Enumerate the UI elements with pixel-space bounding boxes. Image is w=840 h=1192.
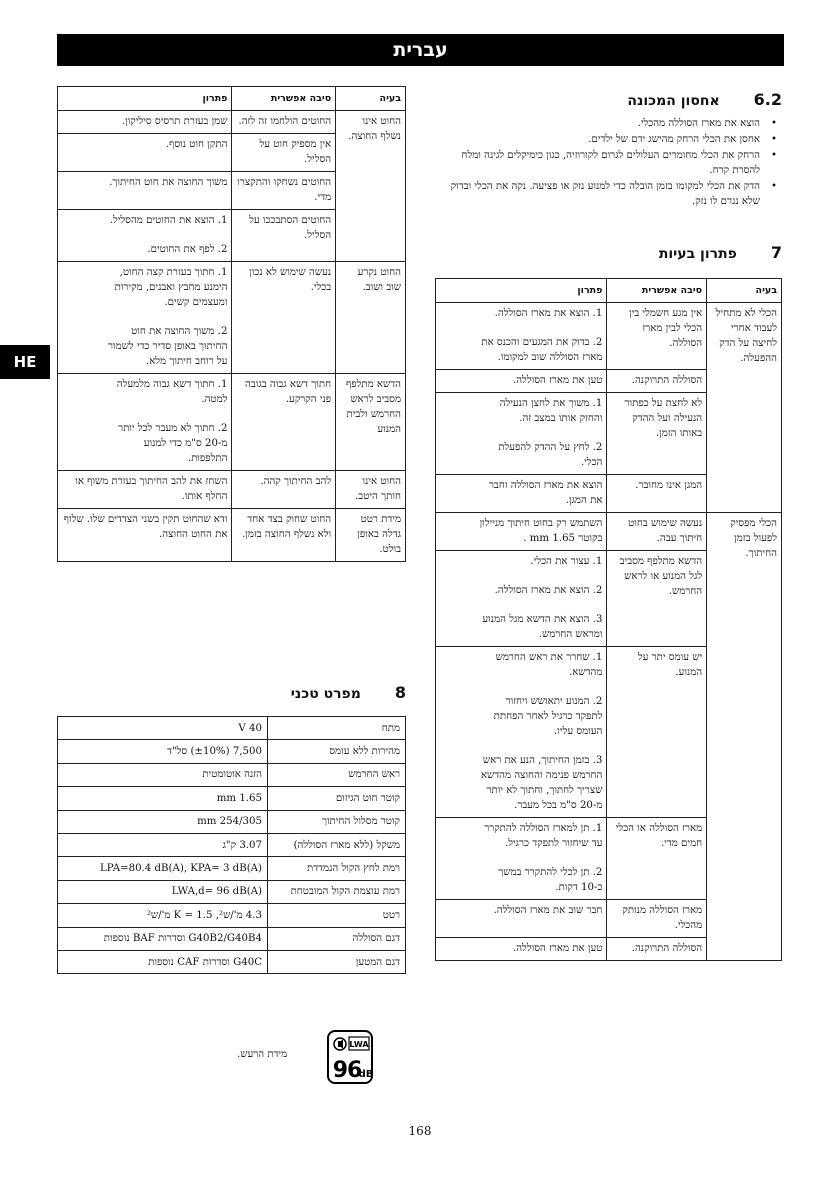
- cell-line: התלפפות.: [187, 453, 228, 464]
- column-header: בעיה: [336, 87, 406, 111]
- solution-cell: [58, 210, 232, 262]
- noise-unit-text: dB: [358, 1069, 373, 1080]
- cause-cell: מארז הסוללה או הכלי חמים מדי.: [607, 818, 707, 900]
- cell-line: 2. משוך החוצה את חוט: [131, 326, 228, 337]
- storage-bullet: • הרחק את הכלי מחומרים העלולים לגרום לקורוזיה, כגון כימיקלים לגינה ומלח להסרת קרח.: [435, 148, 782, 178]
- cell-line: השתמש רק בחוט חיתוך מניילון: [479, 518, 603, 529]
- noise-label-text: LWA: [349, 1040, 369, 1049]
- cause-cell: אין מספיק חוט על הסליל.: [232, 134, 336, 172]
- cell-line: חבר שוב את מארז הסוללה.: [493, 905, 603, 916]
- cause-cell: המגן אינו מחובר.: [607, 475, 707, 513]
- cell-line: 2. בדוק את המגעים והכנס את: [481, 337, 603, 348]
- spec-row: [58, 950, 406, 973]
- troubleshoot-continued-table: [57, 86, 406, 562]
- cell-line: שצריך לחתוך, וחתוך לא יותר: [486, 785, 603, 796]
- storage-bullet: • אחסן את הכלי הרחק מהישג ידם של ילדים.: [435, 132, 782, 147]
- cause-cell: חתוך דשא גבוה בגובה פני הקרקע.: [232, 374, 336, 471]
- solution-cell: השחז את להב החיתוך בעזרת משוף או החלף אותו.: [58, 471, 232, 509]
- table-row: [58, 374, 406, 471]
- solution-cell: משוך החוצה את חוט החיתוך.: [58, 172, 232, 210]
- spec-label: מהירות ללא עומס: [268, 740, 406, 763]
- line-gap: [440, 598, 602, 612]
- spec-label: דגם הסוללה: [268, 927, 406, 950]
- column-header: בעיה: [707, 279, 782, 303]
- solution-cell: [436, 475, 607, 513]
- cell-line: החיתוך באופן סדיר כדי לשמור: [107, 341, 228, 352]
- solution-cell: [436, 303, 607, 370]
- column-header: סיבה אפשרית: [232, 87, 336, 111]
- cell-line: הוצא את מארז הסוללה וחבר: [489, 480, 603, 491]
- page-number: 168: [408, 1124, 432, 1138]
- storage-heading: [627, 90, 782, 109]
- cell-line: כ-10 דקות.: [555, 882, 603, 893]
- cell-line: החרמש פנימה והחוצה מהדשא: [480, 770, 603, 781]
- cause-cell: החוט שחוק בצד אחד ולא נשלף החוצה בזמן.: [232, 509, 336, 562]
- spec-value: G40C וסדרות CAF נוספות: [58, 950, 268, 973]
- line-gap: [440, 321, 602, 335]
- cell-line: מארז הסוללה שוב למקומו.: [497, 352, 603, 363]
- cause-cell: לא לחצת על כפתור הנעילה ועל ההדק באותו הזמן.: [607, 393, 707, 475]
- section-title: אחסון המכונה: [627, 93, 720, 109]
- cause-cell: להב החיתוך קהה.: [232, 471, 336, 509]
- cell-line: 2. המנוע יתאושש ויחזור: [505, 696, 603, 707]
- cell-line: 2. הוצא את מארז הסוללה.: [494, 585, 603, 596]
- cell-line: העומס עליו.: [554, 726, 603, 737]
- line-gap: [62, 228, 227, 242]
- spec-value: 3.07 ק"ג: [58, 833, 268, 856]
- line-gap: [440, 851, 602, 865]
- cell-line: לתפקד כרגיל לאחר הפחתת: [493, 711, 603, 722]
- sound-power-label-icon: [327, 1030, 373, 1084]
- cause-cell: החוטים נשחקו והתקצרו מדי.: [232, 172, 336, 210]
- spec-label: משקל (ללא מארז הסוללה): [268, 833, 406, 856]
- spec-row: [58, 880, 406, 903]
- spec-value: 1.65 mm: [58, 787, 268, 810]
- solution-cell: [436, 900, 607, 938]
- cause-cell: הסוללה התרוקנה.: [607, 370, 707, 393]
- cell-line: מ-20 ס"מ בכל מעבר.: [514, 800, 603, 811]
- section-title: פתרון בעיות: [658, 246, 737, 262]
- cell-line: ומעצמים קשים.: [164, 297, 228, 308]
- line-gap: [62, 407, 227, 421]
- table-row: [58, 471, 406, 509]
- solution-cell: [436, 370, 607, 393]
- storage-bullet-list: [435, 116, 782, 210]
- spec-row: [58, 740, 406, 763]
- spec-value: G40B2/G40B4 וסדרות BAF נוספות: [58, 927, 268, 950]
- solution-cell: [436, 513, 607, 551]
- cell-line: 2. לפף את החוטים.: [147, 244, 228, 255]
- cell-line: 2. לחץ על ההדק להפעלת: [498, 442, 603, 453]
- cell-line: 1. חתוך דשא גבוה מלמעלה: [116, 379, 228, 390]
- cause-cell: יש עומס יתר על המנוע.: [607, 647, 707, 818]
- cell-line: טען את מארז הסוללה.: [512, 943, 603, 954]
- problem-cell: החוט אינו חותך היטב.: [336, 471, 406, 509]
- line-gap: [440, 739, 602, 753]
- spec-row: [58, 717, 406, 740]
- troubleshooting-table: [435, 278, 782, 961]
- solution-cell: [58, 262, 232, 374]
- section-number: 6.2: [753, 90, 782, 109]
- cause-cell: נעשה שימוש לא נכון בכלי.: [232, 262, 336, 374]
- problem-cell: הכלי מפסיק לפעול בזמן החיתוך.: [707, 513, 782, 961]
- storage-bullet: • הוצא את מארז הסוללה מהכלי.: [435, 116, 782, 131]
- table-row: [58, 262, 406, 374]
- cell-line: 2. תן לכלי להתקרר במשך: [498, 867, 603, 878]
- cell-line: 1. שחרר את ראש החרמש: [495, 652, 603, 663]
- table-row: [58, 509, 406, 562]
- cell-line: את המגן.: [565, 495, 603, 506]
- problem-cell: הכלי לא מתחיל לעבוד אחרי לחיצה על הדק ההפעלה.: [707, 303, 782, 513]
- cell-line: 1. חתוך בעזרת קצה החוט,: [119, 267, 228, 278]
- specs-heading: [291, 683, 406, 702]
- spec-value: LWA,d= 96 dB(A): [58, 880, 268, 903]
- cause-cell: החוטים הסתבככו על הסליל.: [232, 210, 336, 262]
- problem-cell: החוט נקרע שוב ושוב.: [336, 262, 406, 374]
- cell-line: 3. בזמן החיתוך, הנע את ראש: [482, 755, 603, 766]
- cell-line: 1. הוצא את מארז הסוללה.: [494, 308, 603, 319]
- spec-value: LPA=80.4 dB(A), KPA= 3 dB(A): [58, 857, 268, 880]
- spec-value: 7,500 (±10%) סל"ד: [58, 740, 268, 763]
- spec-label: רטט: [268, 904, 406, 927]
- cell-line: למטה.: [201, 394, 228, 405]
- spec-row: [58, 763, 406, 786]
- noise-caption: מידת הרעש.: [237, 1049, 288, 1060]
- storage-bullet: • הדק את הכלי למקומו בזמן הובלה כדי למנוע נזק או פציעה. נקה את הכלי ובדוק שלא נגרם לו נזק.: [435, 179, 782, 209]
- table-row: [58, 111, 406, 134]
- section-title: מפרט טכני: [290, 686, 361, 702]
- solution-cell: [436, 647, 607, 818]
- spec-row: [58, 787, 406, 810]
- noise-value-text: 96: [332, 1058, 362, 1083]
- spec-row: [58, 904, 406, 927]
- solution-cell: [436, 393, 607, 475]
- spec-label: ראש החרמש: [268, 763, 406, 786]
- solution-cell: [58, 374, 232, 471]
- specs-table: [57, 716, 406, 974]
- solution-cell: [436, 938, 607, 961]
- column-header: פתרון: [58, 87, 232, 111]
- cell-line: 1. משוך את לחצן הנעילה: [499, 398, 603, 409]
- cause-cell: החוטים הולחמו זה לזה.: [232, 111, 336, 134]
- spec-value: 4.3 מ'/ש², K = 1.5 מ'/ש²: [58, 904, 268, 927]
- cause-cell: הסוללה התרוקנה.: [607, 938, 707, 961]
- line-gap: [440, 680, 602, 694]
- line-gap: [440, 569, 602, 583]
- cell-line: על רוחב חיתוך מלא.: [145, 356, 228, 367]
- section-number: 7: [770, 243, 782, 262]
- language-tab: HE: [0, 345, 50, 379]
- cell-line: 1. תן למארז הסוללה להתקרר: [484, 823, 603, 834]
- solution-cell: שמן בעזרת תרסיס סיליקון.: [58, 111, 232, 134]
- spec-label: רמת עוצמת הקול המובטחת: [268, 880, 406, 903]
- spec-label: קוטר מסלול החיתוך: [268, 810, 406, 833]
- spec-value: הזנה אוטומטית: [58, 763, 268, 786]
- language-header-bar: עברית: [57, 34, 784, 66]
- column-header: סיבה אפשרית: [607, 279, 707, 303]
- cell-line: 1. הוצא את החוטים מהסליל.: [109, 215, 228, 226]
- cause-cell: אין מגע חשמלי בין הכלי לבין מארז הסוללה.: [607, 303, 707, 370]
- cell-line: 1. עצור את הכלי.: [530, 556, 603, 567]
- spec-row: [58, 857, 406, 880]
- cell-line: 3. הוצא את הדשא מגל המנוע: [482, 614, 603, 625]
- cell-line: בקוטר 1.65 mm .: [523, 533, 603, 544]
- spec-label: קוטר חוט הגיזום: [268, 787, 406, 810]
- spec-label: מתח: [268, 717, 406, 740]
- troubleshooting-heading: [659, 243, 782, 262]
- cell-line: הכלי.: [580, 457, 603, 468]
- spec-label: רמת לחץ הקול הנמדדת: [268, 857, 406, 880]
- problem-cell: הדשא מתלפף מסביב לראש החרמש ולבית המנוע: [336, 374, 406, 471]
- table-row: [436, 513, 782, 551]
- solution-cell: ודא שהחוט תקין בשני הצדדים שלו. שלוף את החוט החוצה.: [58, 509, 232, 562]
- line-gap: [440, 426, 602, 440]
- cell-line: טען את מארז הסוללה.: [512, 375, 603, 386]
- cell-line: עד שיחזור לתפקד כרגיל.: [504, 838, 603, 849]
- cell-line: ומראש החרמש.: [538, 629, 603, 640]
- solution-cell: [436, 551, 607, 647]
- solution-cell: [436, 818, 607, 900]
- cause-cell: נעשה שימוש בחוט חיתוך עבה.: [607, 513, 707, 551]
- cause-cell: הדשא מתלפף מסביב לגל המנוע או לראש החרמש.: [607, 551, 707, 647]
- cell-line: מ-20 ס"מ כדי למנוע: [143, 438, 228, 449]
- cell-line: והחזק אותו במצב זה.: [519, 413, 603, 424]
- solution-cell: התקן חוט נוסף.: [58, 134, 232, 172]
- line-gap: [62, 310, 227, 324]
- spec-row: [58, 927, 406, 950]
- cause-cell: מארז הסוללה מנותק מהכלי.: [607, 900, 707, 938]
- spec-value: 254/305 mm: [58, 810, 268, 833]
- spec-row: [58, 810, 406, 833]
- column-header: פתרון: [436, 279, 607, 303]
- cell-line: מהדשא.: [569, 667, 603, 678]
- section-number: 8: [394, 683, 406, 702]
- spec-value: 40 V: [58, 717, 268, 740]
- problem-cell: מידת רטט גדלה באופן בולט.: [336, 509, 406, 562]
- table-row: [436, 303, 782, 370]
- cell-line: 2. חתוך לא מעבר לכל יותר: [118, 423, 228, 434]
- spec-row: [58, 833, 406, 856]
- spec-label: דגם המטען: [268, 950, 406, 973]
- problem-cell: החוט אינו נשלף החוצה.: [336, 111, 406, 262]
- cell-line: הימנע מחבץ ואבנים, מקירות: [114, 282, 228, 293]
